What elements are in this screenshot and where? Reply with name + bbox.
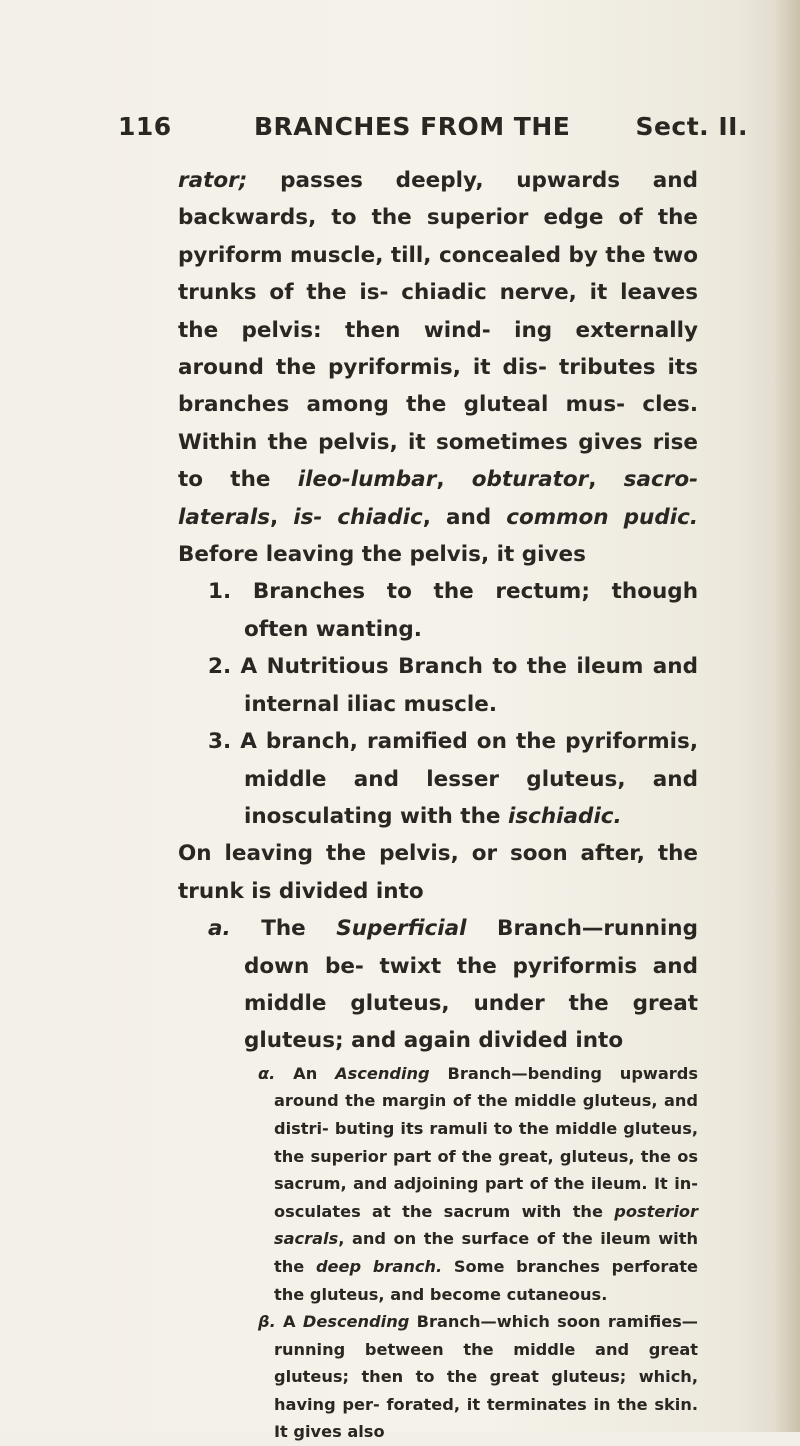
page-edge-shadow (774, 0, 800, 1432)
list-item (178, 648, 698, 723)
italic-term: rator; (178, 168, 248, 193)
italic-term: deep branch. (315, 1256, 443, 1276)
text-run: Some branches perforate the gluteus, and become cutaneous. (274, 1256, 698, 1304)
text-run: Branch—which soon ramifies— running between the middle and great gluteus; then to the great gluteus; which, having per- forated, it terminates in the skin. It gives also (274, 1312, 698, 1442)
on-leaving-paragraph: On leaving the pelvis, or soon after, the trunk is divided into (178, 841, 698, 904)
item-number: 2. (208, 654, 232, 680)
sub-label: β. (258, 1312, 276, 1332)
page-number: 116 (118, 112, 172, 141)
text-run: A (275, 1312, 303, 1332)
text-run: , and (422, 504, 507, 530)
text-run: Branch—bending upwards around the margin of the middle gluteus, and distri- buting its ramuli to the middle gluteus, the superior part of the great, gluteus, the os sacrum, and adjoining part of the ileum. It in- osculates at the sacrum with the (274, 1063, 698, 1221)
ascending-branch (178, 1060, 698, 1308)
sub-label: α. (258, 1063, 276, 1083)
descending-branch (178, 1308, 698, 1446)
sub-label: a. (208, 916, 231, 942)
italic-term: posterior sacrals (274, 1201, 698, 1249)
italic-term: ischiadic. (507, 803, 622, 829)
item-number: 3. (208, 729, 232, 755)
section-label: Sect. II. (635, 112, 748, 141)
italic-term: obturator (471, 467, 589, 493)
text-run: , (270, 504, 294, 530)
text-run: Before leaving the pelvis, it gives (178, 542, 586, 568)
italic-term: common pudic. (506, 504, 699, 530)
text-run: Branch—running down be- twixt the pyriformis and middle gluteus, under the great gluteus; and again divided into (244, 916, 698, 1054)
italic-term: ileo-lumbar (297, 467, 437, 493)
italic-term: Superficial (336, 916, 467, 942)
text-run: An (275, 1063, 336, 1083)
running-header (118, 112, 748, 152)
superficial-branch (178, 910, 698, 1060)
text-run: , (436, 467, 472, 493)
item-number: 1. (208, 579, 232, 605)
list-item (178, 723, 698, 835)
italic-term: Ascending (335, 1063, 430, 1083)
italic-term: sacro-laterals (178, 467, 699, 530)
item-text: A branch, ramified on the pyriformis, middle and lesser gluteus, and inosculating with the (231, 729, 698, 829)
running-title: BRANCHES FROM THE (254, 112, 571, 141)
text-run: The (230, 916, 337, 942)
text-run: passes deeply, upwards and backwards, to the superior edge of the pyriform muscle, till, concealed by the two trunks of the is- chiadic nerve, it leaves the pelvis: then wind- ing externally around the pyriformis, it dis- tributes its branches among the gluteal mus- cles. Within the pelvis, it sometimes gives rise to the (178, 168, 698, 493)
italic-term: Descending (302, 1312, 410, 1332)
page-body (178, 162, 698, 1446)
list-item (178, 573, 698, 648)
text-run: , and on the surface of the ileum with the (274, 1229, 698, 1276)
item-text: A Nutritious Branch to the ileum and internal iliac muscle. (231, 654, 698, 717)
italic-term: is- chiadic (293, 504, 423, 530)
item-text: Branches to the rectum; though often wanting. (231, 579, 698, 642)
intro-paragraph (178, 162, 698, 573)
text-run: , (588, 467, 624, 493)
